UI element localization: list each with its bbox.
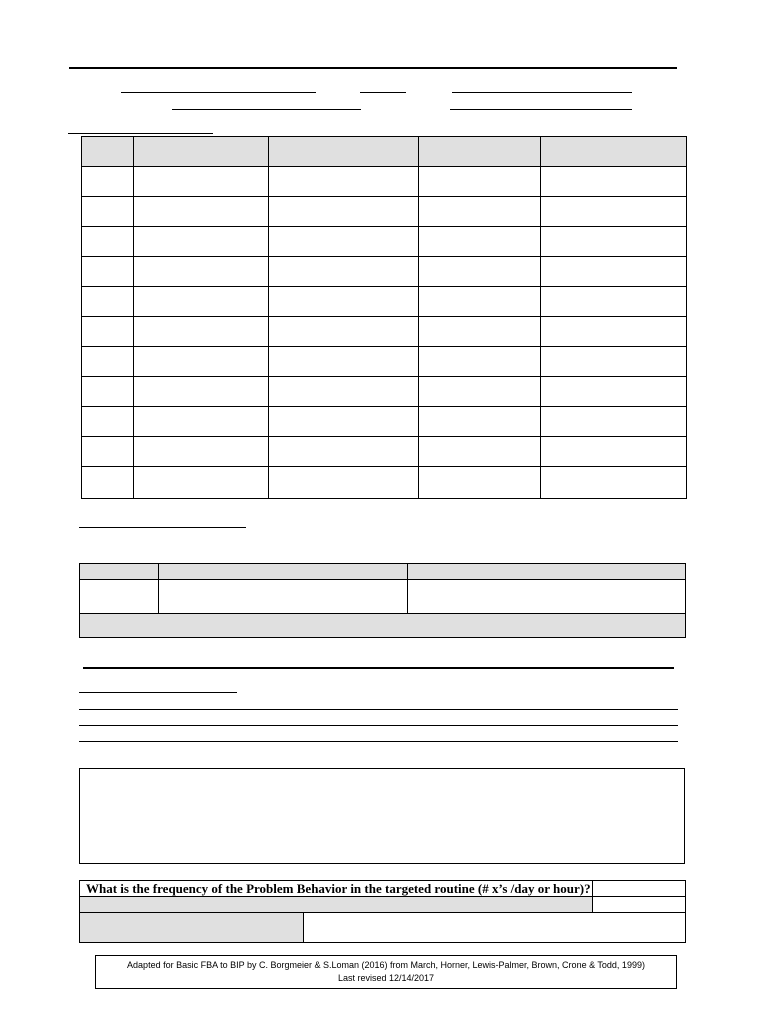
summary-header-cell (80, 564, 159, 580)
table-cell[interactable] (134, 317, 269, 347)
frequency-label-cell (80, 913, 304, 943)
table-row (82, 377, 687, 407)
frequency-question-row (80, 881, 686, 897)
table-cell[interactable] (269, 377, 419, 407)
title-rule (69, 67, 677, 69)
frequency-answer-2[interactable] (593, 897, 686, 913)
header-field-3[interactable] (452, 92, 632, 93)
header-field-4[interactable] (172, 109, 361, 110)
section-heading-underline-3 (79, 692, 237, 693)
table-cell[interactable] (269, 407, 419, 437)
table-cell[interactable] (134, 407, 269, 437)
summary-header-cell (159, 564, 408, 580)
table-cell[interactable] (269, 257, 419, 287)
table-cell[interactable] (541, 437, 687, 467)
summary-footer-row (80, 614, 686, 638)
table-row (82, 437, 687, 467)
footer-citation (95, 955, 677, 989)
table-row (82, 167, 687, 197)
header-field-1[interactable] (121, 92, 316, 93)
table-cell[interactable] (541, 167, 687, 197)
write-line-1[interactable] (79, 709, 678, 710)
table-cell[interactable] (82, 347, 134, 377)
table-cell[interactable] (541, 257, 687, 287)
table-cell[interactable] (269, 227, 419, 257)
summary-cell[interactable] (159, 580, 408, 614)
summary-cell[interactable] (408, 580, 686, 614)
table-cell[interactable] (82, 377, 134, 407)
table-row (82, 347, 687, 377)
table-cell[interactable] (134, 197, 269, 227)
table-cell[interactable] (541, 197, 687, 227)
table-cell[interactable] (134, 287, 269, 317)
table-cell[interactable] (82, 197, 134, 227)
footer-line-1: Adapted for Basic FBA to BIP by C. Borgmeier & S.Loman (2016) from March, Horner, Lewis-Palmer, Brown, Crone & Todd, 1999) (127, 960, 645, 970)
table-cell[interactable] (269, 467, 419, 499)
table-cell[interactable] (541, 227, 687, 257)
table-cell[interactable] (269, 437, 419, 467)
table-cell[interactable] (82, 467, 134, 499)
table-cell[interactable] (269, 317, 419, 347)
table-cell[interactable] (82, 407, 134, 437)
table-row (82, 467, 687, 499)
table-cell[interactable] (419, 287, 541, 317)
header-field-5[interactable] (450, 109, 632, 110)
table-row (82, 317, 687, 347)
table-cell[interactable] (269, 197, 419, 227)
notes-box[interactable] (79, 768, 685, 864)
table-cell[interactable] (269, 287, 419, 317)
table-cell[interactable] (541, 317, 687, 347)
frequency-answer[interactable] (593, 881, 686, 897)
table-cell[interactable] (541, 377, 687, 407)
summary-row (80, 580, 686, 614)
header-cell (419, 137, 541, 167)
table-cell[interactable] (541, 287, 687, 317)
table-cell[interactable] (419, 437, 541, 467)
observation-table (81, 136, 687, 499)
summary-table (79, 563, 686, 638)
table-cell[interactable] (419, 167, 541, 197)
table-cell[interactable] (82, 257, 134, 287)
header-field-2[interactable] (360, 92, 406, 93)
summary-footer-cell[interactable] (80, 614, 686, 638)
table-row (82, 197, 687, 227)
table-cell[interactable] (419, 467, 541, 499)
write-line-2[interactable] (79, 725, 678, 726)
table-cell[interactable] (419, 197, 541, 227)
footer-line-2: Last revised 12/14/2017 (337, 973, 435, 983)
table-header-row (82, 137, 687, 167)
table-cell[interactable] (541, 347, 687, 377)
summary-cell[interactable] (80, 580, 159, 614)
table-cell[interactable] (541, 407, 687, 437)
table-cell[interactable] (134, 437, 269, 467)
frequency-shaded-cell (80, 897, 593, 913)
table-cell[interactable] (134, 167, 269, 197)
table-cell[interactable] (134, 227, 269, 257)
table-cell[interactable] (419, 317, 541, 347)
header-cell (82, 137, 134, 167)
table-cell[interactable] (134, 347, 269, 377)
table-cell[interactable] (419, 407, 541, 437)
header-cell (134, 137, 269, 167)
frequency-table (79, 880, 686, 943)
table-cell[interactable] (269, 347, 419, 377)
table-cell[interactable] (82, 317, 134, 347)
header-cell (541, 137, 687, 167)
frequency-row-3 (80, 913, 686, 943)
table-cell[interactable] (269, 167, 419, 197)
section-rule (83, 667, 674, 669)
table-cell[interactable] (134, 467, 269, 499)
table-cell[interactable] (541, 467, 687, 499)
table-row (82, 287, 687, 317)
frequency-row-2 (80, 897, 686, 913)
table-row (82, 407, 687, 437)
table-cell[interactable] (134, 377, 269, 407)
frequency-question: What is the frequency of the Problem Behavior in the targeted routine (# x’s /day or hour)? (80, 881, 593, 897)
table-cell[interactable] (419, 377, 541, 407)
table-cell[interactable] (419, 257, 541, 287)
summary-header-cell (408, 564, 686, 580)
table-cell[interactable] (82, 287, 134, 317)
table-cell[interactable] (419, 347, 541, 377)
table-row (82, 257, 687, 287)
header-cell (269, 137, 419, 167)
table-cell[interactable] (82, 227, 134, 257)
summary-header-row (80, 564, 686, 580)
table-cell[interactable] (82, 437, 134, 467)
section-heading-underline-1 (68, 133, 213, 134)
table-cell[interactable] (419, 227, 541, 257)
notes-heading-underline (80, 768, 156, 769)
table-cell[interactable] (134, 257, 269, 287)
write-line-3[interactable] (79, 741, 678, 742)
frequency-input-cell[interactable] (304, 913, 686, 943)
table-row (82, 227, 687, 257)
section-heading-underline-2 (79, 527, 246, 528)
table-cell[interactable] (82, 167, 134, 197)
